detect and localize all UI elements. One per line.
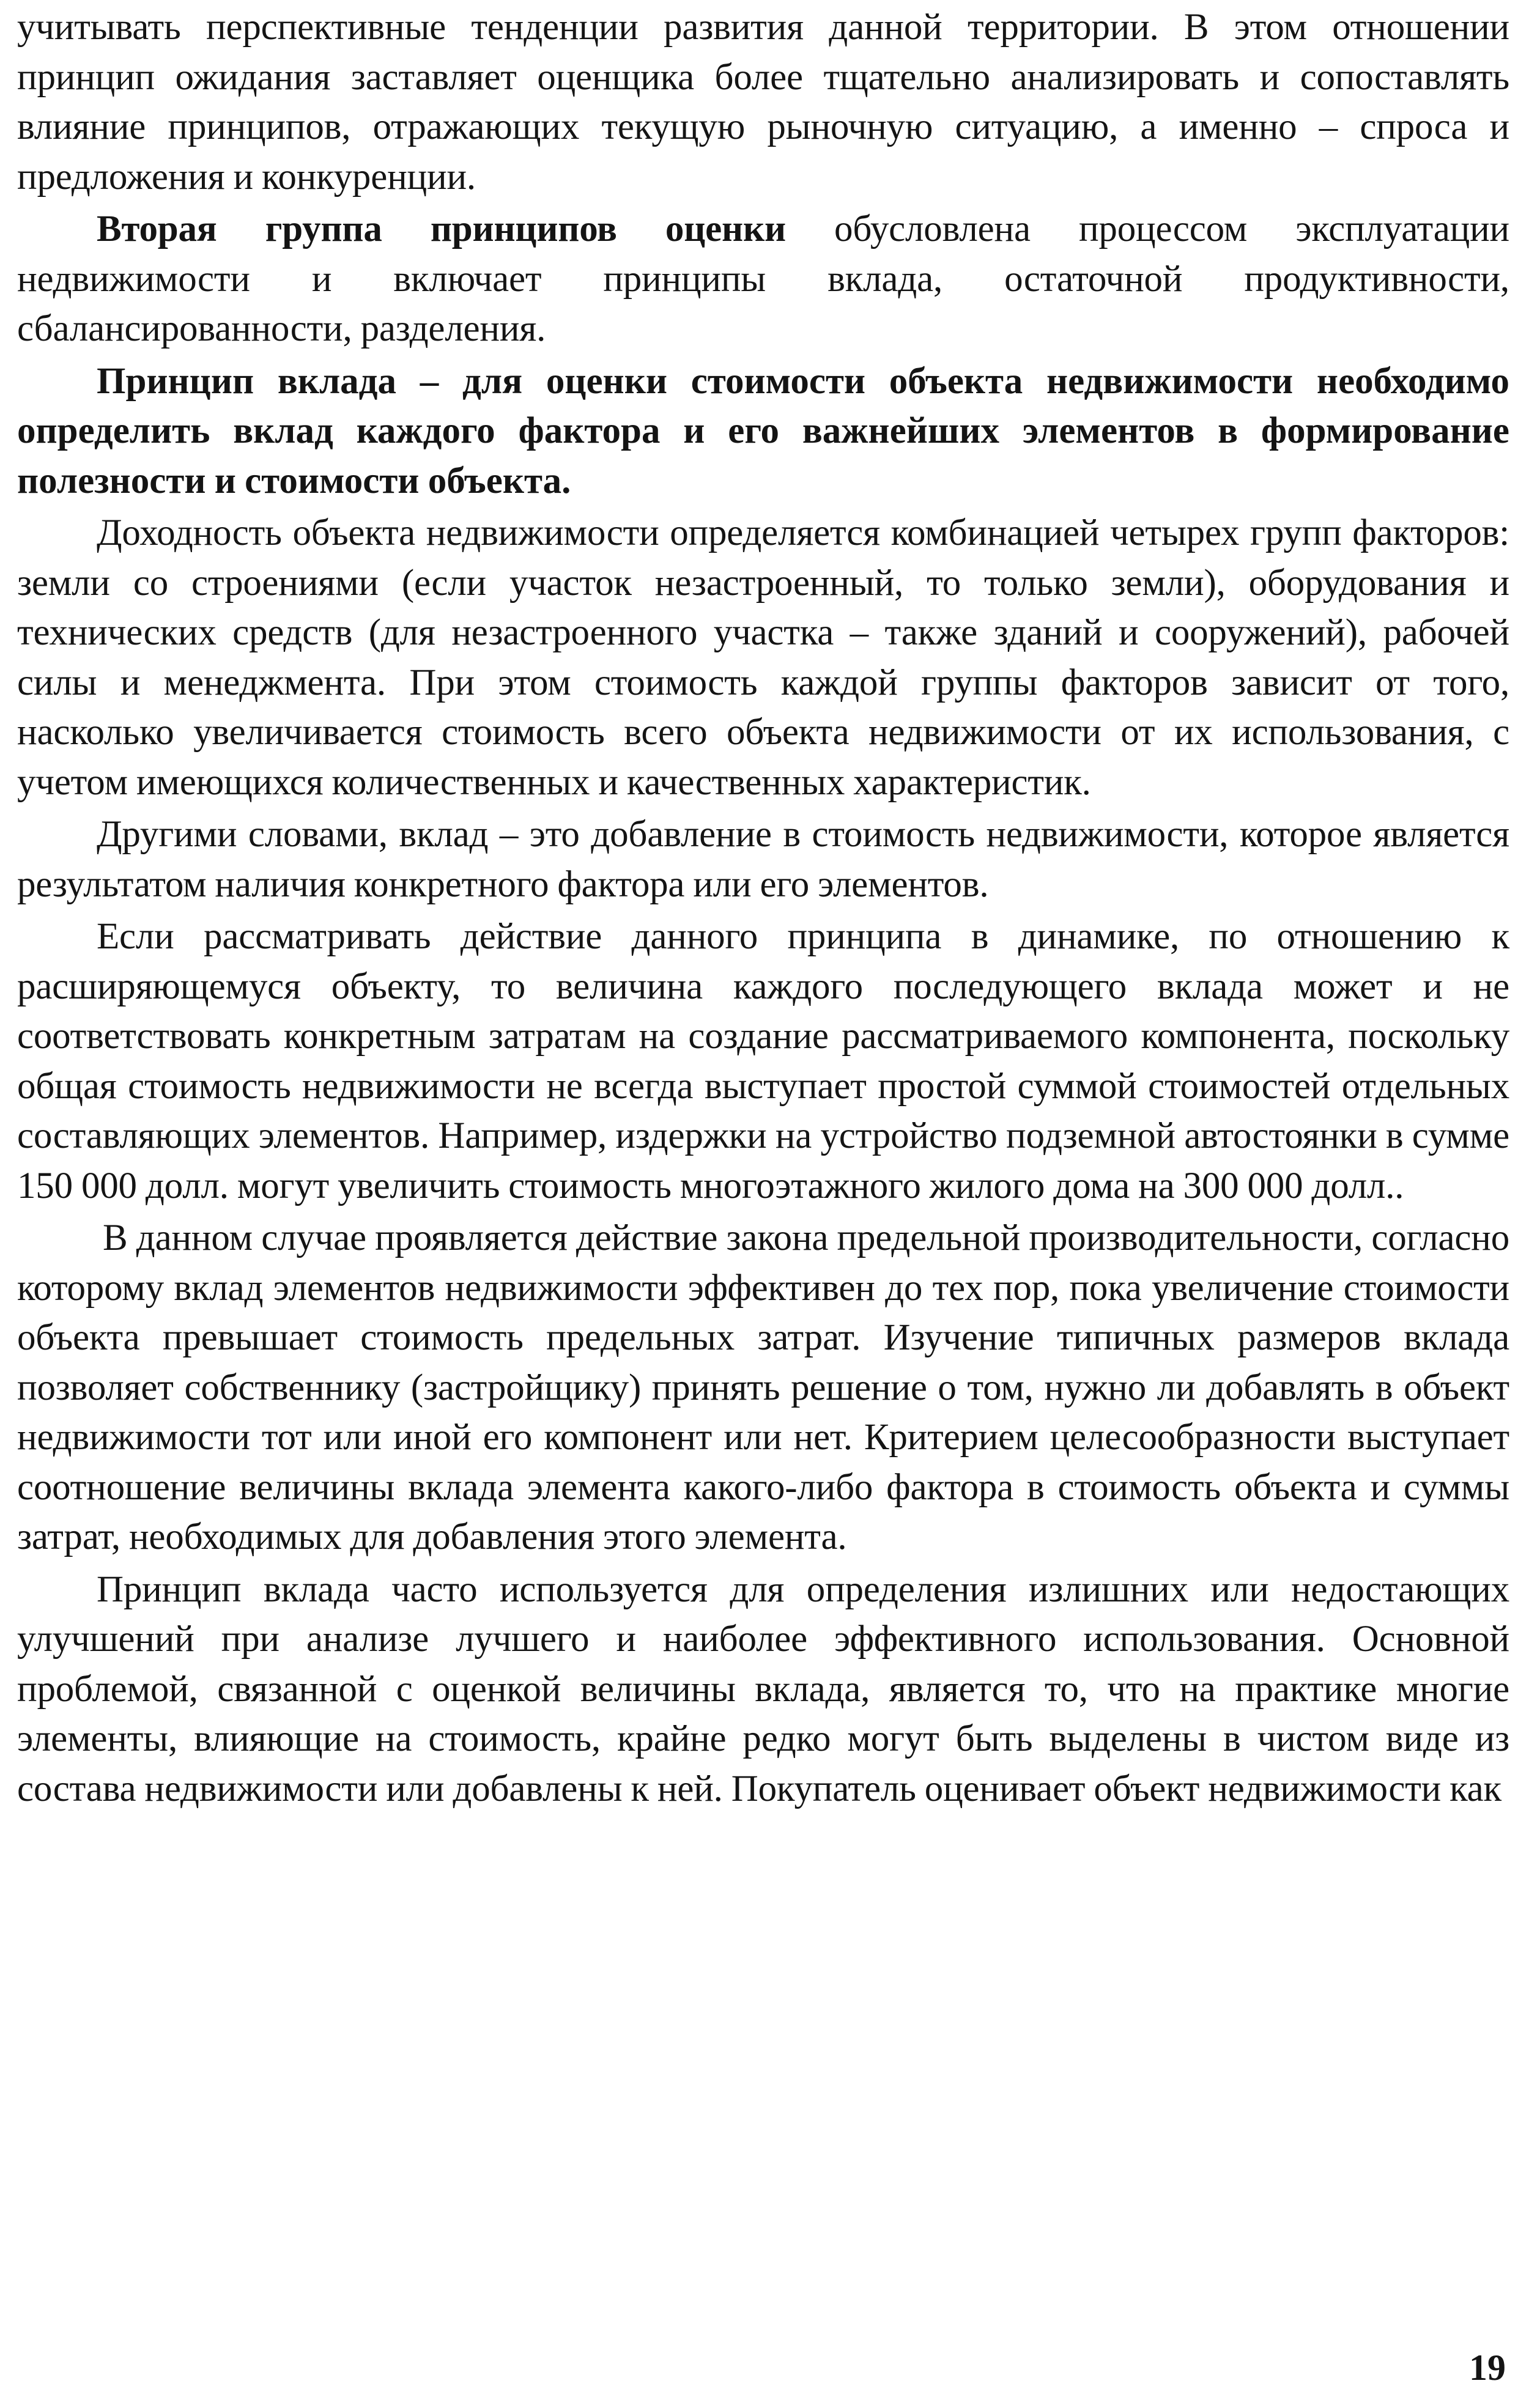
body-text (17, 2, 1509, 1814)
paragraph-marginal-productivity: В данном случае проявляется действие закона предельной производительности, согласно которому вклад элементов недвижимости эффективен до тех пор, пока увеличение стоимости объекта превышает стоимость предельных затрат. Изучение типичных размеров вклада позволяет собственнику (застройщику) принять решение о том, нужно ли добавлять в объект недвижимости тот или иной его компонент или нет. Критерием целесообразности выступает соотношение величины вклада элемента какого-либо фактора в стоимость объекта и суммы затрат, необходимых для добавления этого элемента. (17, 1217, 1509, 1557)
paragraph-expectation-continued: учитывать перспективные тенденции развития данной территории. В этом отношении принцип ожидания заставляет оценщика более тщательно анализировать и сопоставлять влияние принципов, отражающих текущую рыночную ситуацию, а именно – спроса и предложения и конкуренции. (17, 7, 1509, 198)
paragraph-dynamics-example: Если рассматривать действие данного принципа в динамике, по отношению к расширяющемуся объекту, то величина каждого последующего вклада может и не соответствовать конкретным затратам на создание рассматриваемого компонента, поскольку общая стоимость недвижимости не всегда выступает простой суммой стоимостей отдельных составляющих элементов. Например, издержки на устройство подземной автостоянки в сумме 150 000 долл. могут увеличить стоимость многоэтажного жилого дома на 300 000 долл.. (17, 916, 1509, 1206)
paragraph-contribution-principle-definition: Принцип вклада – для оценки стоимости объекта недвижимости необходимо определить вклад каждого фактора и его важнейших элементов в формирование полезности и стоимости объекта. (17, 360, 1509, 501)
paragraph-second-group-principles (17, 204, 1509, 354)
paragraph-income-factors: Доходность объекта недвижимости определяется комбинацией четырех групп факторов: земли со строениями (если участок незастроенный, то только земли), оборудования и технических средств (для незастроенного участка – также зданий и сооружений), рабочей силы и менеджмента. При этом стоимость каждой группы факторов зависит от того, насколько увеличивается стоимость всего объекта недвижимости от их использования, с учетом имеющихся количественных и качественных характеристик. (17, 512, 1509, 803)
bold-lead-second-group: Вторая группа принципов оценки (97, 209, 786, 249)
paragraph-contribution-usage: Принцип вклада часто используется для определения излишних или недостающих улучшений при анализе лучшего и наиболее эффективного использования. Основной проблемой, связанной с оценкой величины вклада, является то, что на практике многие элементы, влияющие на стоимость, крайне редко могут быть выделены в чистом виде из состава недвижимости или добавлены к ней. Покупатель оценивает объект недвижимости как (17, 1568, 1509, 1809)
page-number: 19 (1469, 2347, 1506, 2388)
paragraph-contribution-in-other-words: Другими словами, вклад – это добавление в стоимость недвижимости, которое является результатом наличия конкретного фактора или его элементов. (17, 814, 1509, 905)
document-page (17, 0, 1509, 2408)
paragraph-second-group-text: обусловлена процессом эксплуатации недвижимости и включает принципы вклада, остаточной продуктивности, сбалансированности, разделения. (17, 209, 1509, 349)
